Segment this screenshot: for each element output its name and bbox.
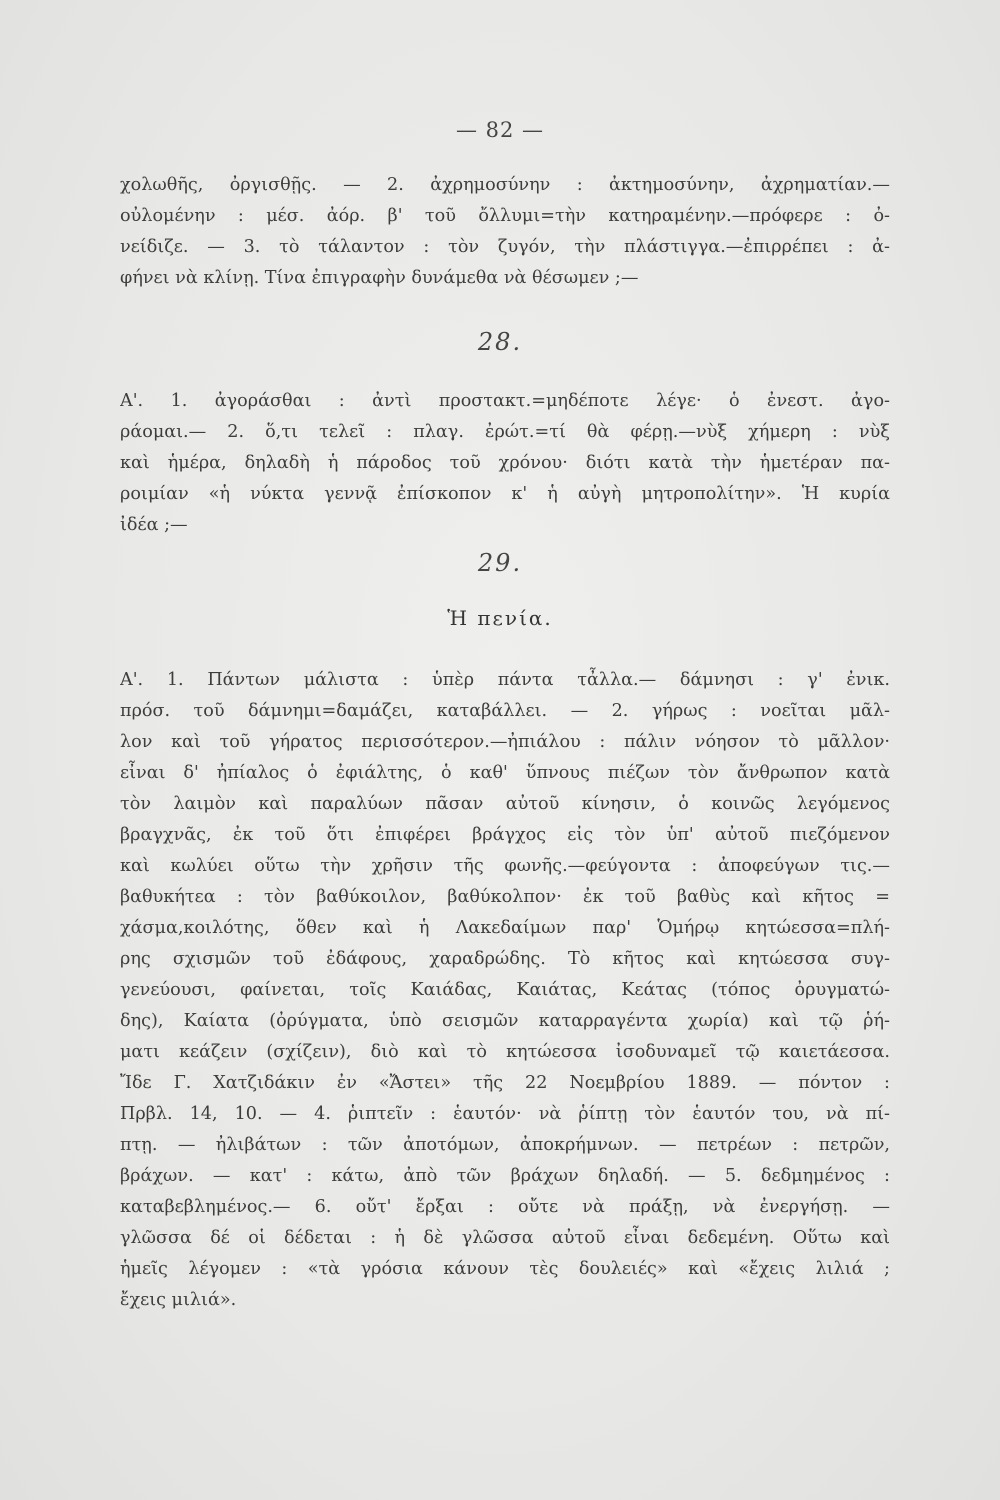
text-line: τὸν λαιμὸν καὶ παραλύων πᾶσαν αὐτοῦ κίνησιν, ὁ κοινῶς λεγόμενος	[120, 794, 890, 814]
text-line: Α'. 1. Πάντων μάλιστα : ὑπὲρ πάντα τἆλλα.— δάμνησι : γ' ἐνικ.	[120, 670, 890, 690]
text-line: πτῃ. — ἠλιβάτων : τῶν ἀποτόμων, ἀποκρήμνων. — πετρέων : πετρῶν,	[120, 1135, 890, 1155]
text-line: ἔχεις μιλιά».	[120, 1290, 237, 1310]
section-number-28: 28.	[477, 328, 523, 356]
text-line: ματι κεάζειν (σχίζειν), διὸ καὶ τὸ κητώεσσα ἰσοδυναμεῖ τῷ καιετάεσσα.	[120, 1042, 890, 1062]
text-line: Πρβλ. 14, 10. — 4. ῥιπτεῖν : ἑαυτόν· νὰ ῥίπτῃ τὸν ἑαυτόν του, νὰ πί-	[120, 1104, 890, 1124]
text-line: γενεύουσι, φαίνεται, τοῖς Καιάδας, Καιάτας, Κεάτας (τόπος ὀρυγματώ-	[120, 980, 890, 1000]
text-line: γλῶσσα δέ οἱ δέδεται : ἡ δὲ γλῶσσα αὐτοῦ εἶναι δεδεμένη. Οὕτω καὶ	[120, 1228, 890, 1248]
text-line: ἡμεῖς λέγομεν : «τὰ γρόσια κάνουν τὲς δουλειές» καὶ «ἔχεις λιλιά ;	[120, 1259, 890, 1279]
text-line: καταβεβλημένος.— 6. οὔτ' ἔρξαι : οὔτε νὰ πράξῃ, νὰ ἐνεργήσῃ. —	[120, 1197, 890, 1217]
text-line: Α'. 1. ἀγοράσθαι : ἀντὶ προστακτ.=μηδέποτε λέγε· ὁ ἐνεστ. ἀγο-	[120, 391, 890, 411]
text-line: βαθυκήτεα : τὸν βαθύκοιλον, βαθύκολπον· ἐκ τοῦ βαθὺς καὶ κῆτος =	[120, 887, 890, 907]
text-line: νείδιζε. — 3. τὸ τάλαντον : τὸν ζυγόν, τὴν πλάστιγγα.—ἐπιρρέπει : ἀ-	[120, 237, 890, 257]
text-line: δης), Καίατα (ὀρύγματα, ὑπὸ σεισμῶν καταρραγέντα χωρία) καὶ τῷ ῥή-	[120, 1011, 890, 1031]
text-line: φήνει νὰ κλίνῃ. Τίνα ἐπιγραφὴν δυνάμεθα νὰ θέσωμεν ;—	[120, 268, 639, 288]
text-line: ρης σχισμῶν τοῦ ἐδάφους, χαραδρώδης. Τὸ κῆτος καὶ κητώεσσα συγ-	[120, 949, 890, 969]
section-number-29: 29.	[477, 549, 523, 577]
text-line: οὐλομένην : μέσ. ἀόρ. β' τοῦ ὄλλυμι=τὴν κατηραμένην.—πρόφερε : ὀ-	[120, 206, 890, 226]
text-line: λον καὶ τοῦ γήρατος περισσότερον.—ἠπιάλου : πάλιν νόησον τὸ μᾶλλον·	[120, 732, 890, 752]
section-29-body	[120, 665, 890, 1316]
intro-paragraph	[120, 170, 890, 294]
text-line: καὶ κωλύει οὕτω τὴν χρῆσιν τῆς φωνῆς.—φεύγοντα : ἀποφεύγων τις.—	[120, 856, 890, 876]
text-line: καὶ ἡμέρα, δηλαδὴ ἡ πάροδος τοῦ χρόνου· διότι κατὰ τὴν ἡμετέραν πα-	[120, 453, 890, 473]
section-28-body	[120, 386, 890, 541]
text-line: χάσμα,κοιλότης, ὅθεν καὶ ἡ Λακεδαίμων παρ' Ὁμήρῳ κητώεσσα=πλή-	[120, 918, 890, 938]
text-line: χολωθῆς, ὀργισθῇς. — 2. ἀχρημοσύνην : ἀκτημοσύνην, ἀχρηματίαν.—	[120, 175, 890, 195]
text-line: Ἴδε Γ. Χατζιδάκιν ἐν «Ἄστει» τῆς 22 Νοεμβρίου 1889. — πόντον :	[120, 1073, 890, 1093]
page-number: — 82 —	[455, 118, 545, 142]
text-line: ροιμίαν «ἡ νύκτα γεννᾷ ἐπίσκοπον κ' ἡ αὐγὴ μητροπολίτην». Ἡ κυρία	[120, 484, 890, 504]
text-line: βράχων. — κατ' : κάτω, ἀπὸ τῶν βράχων δηλαδή. — 5. δεδμημένος :	[120, 1166, 890, 1186]
text-line: πρόσ. τοῦ δάμνημι=δαμάζει, καταβάλλει. — 2. γήρως : νοεῖται μᾶλ-	[120, 701, 890, 721]
section-29-heading: Ἡ πενία.	[447, 606, 553, 630]
text-line: βραγχνᾶς, ἐκ τοῦ ὅτι ἐπιφέρει βράγχος εἰς τὸν ὑπ' αὐτοῦ πιεζόμενον	[120, 825, 890, 845]
text-line: εἶναι δ' ἠπίαλος ὁ ἐφιάλτης, ὁ καθ' ὕπνους πιέζων τὸν ἄνθρωπον κατὰ	[120, 763, 890, 783]
text-line: ἰδέα ;—	[120, 515, 188, 535]
text-line: ράομαι.— 2. ὅ,τι τελεῖ : πλαγ. ἐρώτ.=τί θὰ φέρῃ.—νὺξ χήμερη : νὺξ	[120, 422, 890, 442]
